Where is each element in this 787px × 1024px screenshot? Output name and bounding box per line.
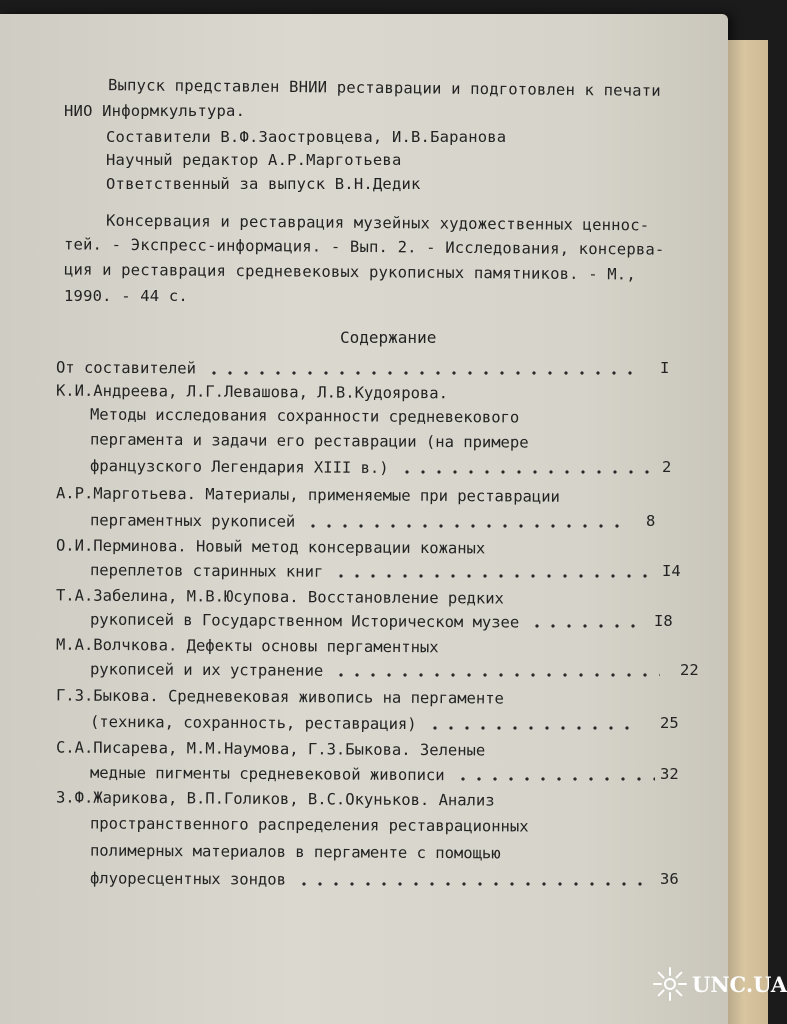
toc-entry-text: От составителей xyxy=(55,358,197,378)
toc-entry xyxy=(0,740,768,764)
toc-entry-text: пергамента и задачи его реставрации (на примере xyxy=(89,430,529,452)
toc-page-number: 25 xyxy=(660,714,679,732)
toc-entry-text: пергаментных рукописей xyxy=(89,511,296,531)
toc-leader-dots xyxy=(333,673,660,677)
toc-entry xyxy=(0,843,768,867)
toc-entry-text: М.А.Волчкова. Дефекты основы пергаментных xyxy=(55,635,439,657)
toc-entry-text: (техника, сохранность, реставрация) xyxy=(89,712,417,734)
toc-page-number: 8 xyxy=(646,512,656,530)
toc-page-number: 22 xyxy=(680,661,699,679)
toc-entry xyxy=(0,637,768,661)
toc-entry xyxy=(0,816,768,840)
toc-entry-text: рукописей в Государственном Историческом музее xyxy=(89,610,520,632)
biblio-line-2: тей. - Экспресс-информация. - Вып. 2. - Исследования, консерва- xyxy=(63,235,665,259)
toc-entry-text: К.И.Андреева, Л.Г.Левашова, Л.В.Кудоярова. xyxy=(55,381,448,403)
toc-leader-dots xyxy=(333,574,650,578)
toc-leader-dots xyxy=(427,726,640,730)
toc-entry xyxy=(0,765,768,789)
toc-entry xyxy=(0,458,768,482)
toc-page-number: I xyxy=(660,359,670,377)
toc-entry xyxy=(0,688,768,712)
toc-entry-text: рукописей и их устранение xyxy=(89,660,324,680)
watermark xyxy=(652,966,787,1002)
toc-entry-text: полимерных материалов в пергаменте с помощью xyxy=(89,841,501,863)
toc-entry-text: Методы исследования сохранности средневекового xyxy=(89,405,520,427)
toc-page-number: 32 xyxy=(660,765,679,783)
toc-entry xyxy=(0,588,768,612)
toc-page-number: 2 xyxy=(662,458,672,476)
toc-leader-dots xyxy=(455,777,655,781)
biblio-line-3: ция и реставрация средневековых рукописных памятников. - М., xyxy=(63,260,636,284)
toc-page-number: I8 xyxy=(654,612,673,630)
toc-entry xyxy=(0,359,768,383)
header-line-1: Выпуск представлен ВНИИ реставрации и подготовлен к печати xyxy=(107,76,661,100)
header-line-2: НИО Информкультура. xyxy=(64,102,246,120)
toc-entry xyxy=(0,512,768,536)
toc-page-number: I4 xyxy=(662,562,681,580)
toc-leader-dots xyxy=(206,371,640,375)
toc-page-number: 36 xyxy=(660,870,679,888)
toc-entry xyxy=(0,790,768,814)
biblio-line-1: Консервация и реставрация музейных художественных ценнос- xyxy=(105,211,650,235)
toc-entry xyxy=(0,432,768,456)
toc-entry-text: С.А.Писарева, М.М.Наумова, Г.З.Быкова. Зеленые xyxy=(55,738,486,760)
toc-entry-text: медные пигменты средневековой живописи xyxy=(89,763,445,785)
editor-line: Научный редактор А.Р.Марготьева xyxy=(106,151,402,169)
toc-entry xyxy=(0,407,768,431)
toc-entry-text: О.И.Перминова. Новый метод консервации кожаных xyxy=(55,536,486,558)
toc-entry xyxy=(0,562,768,586)
toc-entry-text: Т.А.Забелина, М.В.Юсупова. Восстановление редких xyxy=(55,586,504,608)
toc-entry-text: флуоресцентных зондов xyxy=(89,869,287,889)
toc-leader-dots xyxy=(529,624,640,628)
toc-entry xyxy=(0,870,768,894)
toc-entry-text: французского Легендария XIII в.) xyxy=(89,456,389,478)
toc-entry-text: Г.З.Быкова. Средневековая живопись на пергаменте xyxy=(55,686,504,708)
compilers-line: Составители В.Ф.Заостровцева, И.В.Баранова xyxy=(106,128,507,146)
toc-entry-text: З.Ф.Жарикова, В.П.Голиков, В.С.Окуньков. Анализ xyxy=(55,788,495,810)
toc-leader-dots xyxy=(399,470,650,474)
toc-entry xyxy=(0,383,768,407)
toc-entry xyxy=(0,486,768,510)
toc-entry-text: пространственного распределения реставрационных xyxy=(89,814,529,836)
toc-entry xyxy=(0,612,768,636)
toc-title: Содержание xyxy=(340,328,437,347)
toc-entry-text: А.Р.Марготьева. Материалы, применяемые при реставрации xyxy=(55,484,560,506)
toc-leader-dots xyxy=(305,524,630,528)
biblio-line-4: 1990. - 44 с. xyxy=(64,287,188,305)
toc-entry xyxy=(0,714,768,738)
sunburst-logo-icon xyxy=(652,966,688,1002)
watermark-text: UNC.UA xyxy=(692,971,787,997)
toc-leader-dots xyxy=(296,882,650,886)
toc-entry xyxy=(0,538,768,562)
responsible-line: Ответственный за выпуск В.Н.Дедик xyxy=(106,175,421,193)
toc-entry xyxy=(0,661,768,685)
toc-entry-text: переплетов старинных книг xyxy=(89,561,324,581)
